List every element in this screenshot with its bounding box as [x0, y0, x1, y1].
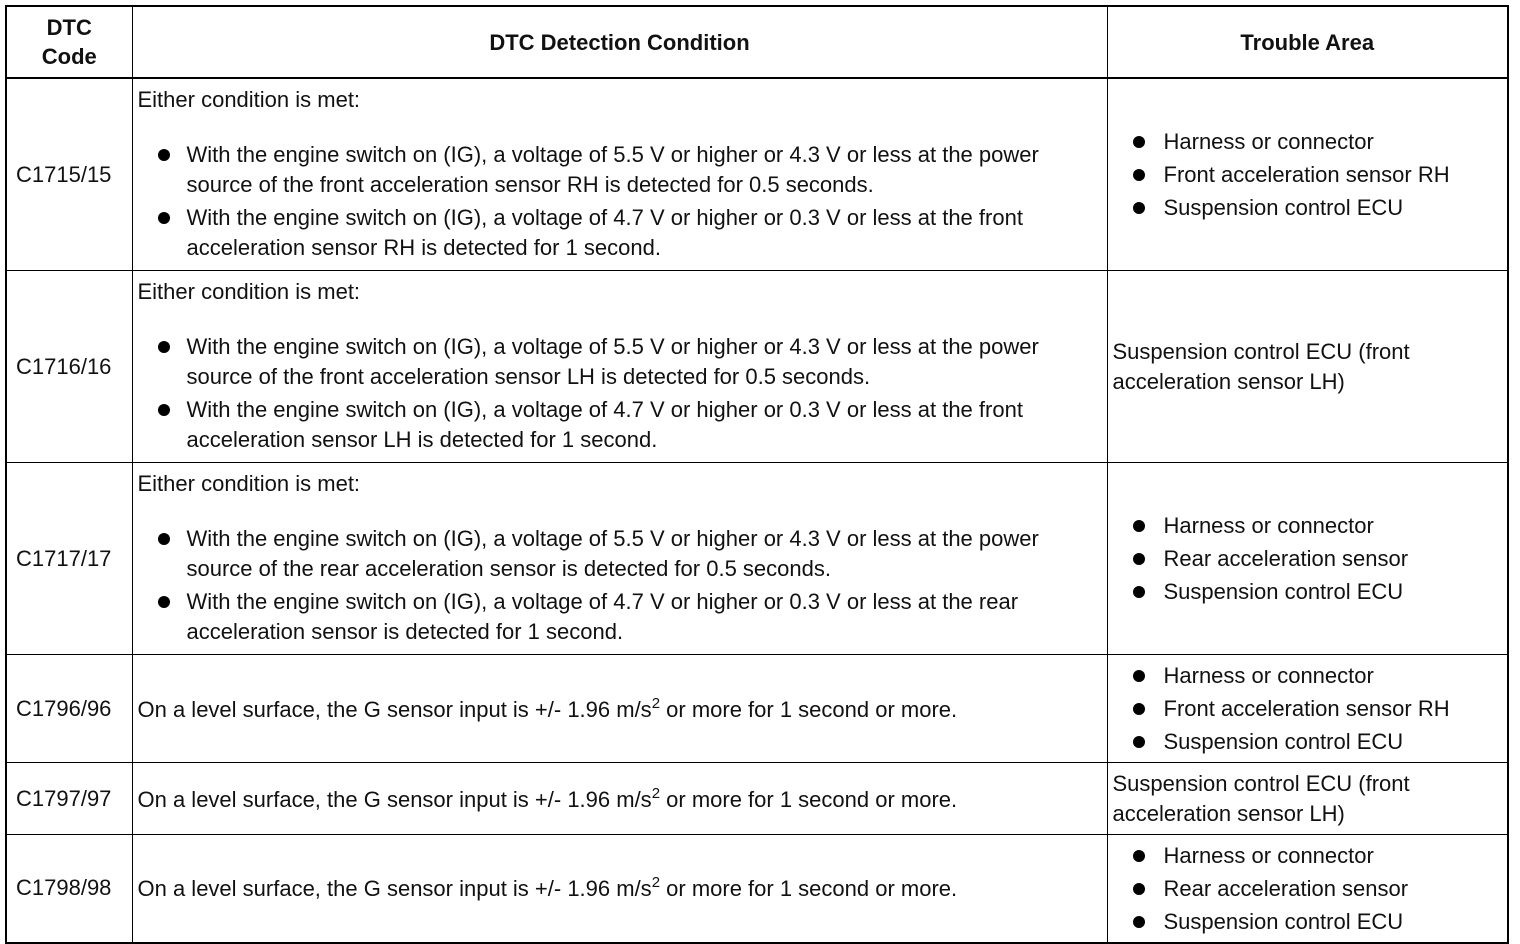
- bullet-icon: [1133, 703, 1145, 715]
- condition-list: [138, 332, 1097, 455]
- condition-text-tail: or more for 1 second or more.: [660, 876, 958, 902]
- trouble-area-text: Suspension control ECU: [1163, 908, 1404, 934]
- detection-condition-cell: [132, 763, 1107, 835]
- bullet-icon: [1133, 136, 1145, 148]
- trouble-area-item: [1113, 542, 1508, 575]
- trouble-area-text: Front acceleration sensor RH: [1163, 696, 1450, 721]
- bullet-icon: [1133, 850, 1145, 862]
- superscript: 2: [651, 874, 661, 892]
- condition-item: [138, 140, 1097, 200]
- detection-condition-cell: [132, 78, 1107, 271]
- table-row: [6, 763, 1508, 835]
- trouble-area-list: [1113, 659, 1508, 758]
- trouble-area-item: [1113, 692, 1508, 725]
- table-row: [6, 78, 1508, 271]
- trouble-area-text: Harness or connector: [1163, 129, 1374, 154]
- header-trouble-area: Trouble Area: [1107, 6, 1508, 78]
- header-detection-condition: DTC Detection Condition: [132, 6, 1107, 78]
- trouble-area-item: [1113, 659, 1508, 692]
- trouble-area-cell: [1107, 655, 1508, 763]
- trouble-area-item: [1113, 191, 1508, 224]
- dtc-code-cell: C1715/15: [6, 78, 132, 271]
- table-row: [6, 463, 1508, 655]
- condition-text: With the engine switch on (IG), a voltage of 5.5 V or higher or 4.3 V or less at the power source of the front acceleration sensor LH is detected for 0.5 seconds.: [186, 334, 1039, 389]
- trouble-area-item: [1113, 905, 1508, 938]
- condition-intro: Either condition is met:: [137, 471, 361, 496]
- condition-text: With the engine switch on (IG), a voltage of 4.7 V or higher or 0.3 V or less at the front acceleration sensor LH is detected for 1 second.: [186, 397, 1023, 452]
- trouble-area-cell: [1107, 463, 1508, 655]
- bullet-icon: [158, 404, 170, 416]
- superscript: 2: [651, 784, 661, 802]
- table-row: [6, 655, 1508, 763]
- detection-condition-cell: [132, 463, 1107, 655]
- trouble-area-text: Harness or connector: [1163, 663, 1374, 688]
- condition-text-tail: or more for 1 second or more.: [660, 786, 958, 812]
- trouble-area-cell: Suspension control ECU (front acceleration sensor LH): [1107, 271, 1508, 463]
- trouble-area-text: Rear acceleration sensor: [1163, 875, 1409, 901]
- bullet-icon: [1133, 670, 1145, 682]
- detection-condition-cell: [132, 835, 1107, 943]
- trouble-area-text: Harness or connector: [1163, 842, 1374, 868]
- bullet-icon: [158, 341, 170, 353]
- dtc-code-cell: C1716/16: [6, 271, 132, 463]
- table-row: [6, 835, 1508, 943]
- condition-item: [138, 587, 1097, 647]
- condition-text-tail: or more for 1 second or more.: [660, 696, 958, 722]
- condition-text: On a level surface, the G sensor input is +/- 1.96 m/s: [137, 786, 652, 812]
- trouble-area-item: [1113, 125, 1508, 158]
- bullet-icon: [158, 149, 170, 161]
- trouble-area-item: [1113, 509, 1508, 542]
- dtc-code-cell: C1798/98: [6, 835, 132, 943]
- bullet-icon: [1133, 916, 1145, 928]
- trouble-area-list: [1113, 125, 1508, 224]
- condition-text: On a level surface, the G sensor input is +/- 1.96 m/s: [137, 696, 652, 722]
- condition-text: With the engine switch on (IG), a voltage of 5.5 V or higher or 4.3 V or less at the power source of the front acceleration sensor RH is detected for 0.5 seconds.: [186, 142, 1039, 197]
- bullet-icon: [158, 212, 170, 224]
- table-row: [6, 271, 1508, 463]
- detection-condition-cell: [132, 655, 1107, 763]
- condition-text: On a level surface, the G sensor input is +/- 1.96 m/s: [137, 876, 652, 902]
- trouble-area-text: Rear acceleration sensor: [1163, 546, 1409, 571]
- trouble-area-item: [1113, 839, 1508, 872]
- bullet-icon: [1133, 553, 1145, 565]
- condition-text: With the engine switch on (IG), a voltage of 4.7 V or higher or 0.3 V or less at the rear acceleration sensor is detected for 1 second.: [186, 589, 1019, 644]
- superscript: 2: [651, 694, 661, 712]
- trouble-area-text: Front acceleration sensor RH: [1163, 162, 1450, 187]
- trouble-area-item: [1113, 872, 1508, 905]
- header-code-line2: Code: [41, 44, 97, 69]
- bullet-icon: [1133, 883, 1145, 895]
- header-dtc-code: [6, 6, 132, 78]
- condition-text: With the engine switch on (IG), a voltage of 5.5 V or higher or 4.3 V or less at the power source of the rear acceleration sensor is detected for 0.5 seconds.: [186, 526, 1039, 581]
- bullet-icon: [1133, 520, 1145, 532]
- condition-item: [138, 332, 1097, 392]
- bullet-icon: [158, 533, 170, 545]
- dtc-code-cell: C1717/17: [6, 463, 132, 655]
- bullet-icon: [1133, 169, 1145, 181]
- trouble-area-cell: [1107, 78, 1508, 271]
- bullet-icon: [1133, 202, 1145, 214]
- condition-item: [138, 524, 1097, 584]
- trouble-area-text: Suspension control ECU: [1163, 729, 1404, 754]
- table-header-row: [6, 6, 1508, 78]
- trouble-area-list: [1113, 839, 1508, 938]
- trouble-area-cell: [1107, 835, 1508, 943]
- trouble-area-cell: Suspension control ECU (front acceleration sensor LH): [1107, 763, 1508, 835]
- condition-item: [138, 395, 1097, 455]
- trouble-area-list: [1113, 509, 1508, 608]
- bullet-icon: [1133, 736, 1145, 748]
- dtc-code-cell: C1796/96: [6, 655, 132, 763]
- bullet-icon: [158, 596, 170, 608]
- header-code-line1: DTC: [46, 15, 92, 40]
- trouble-area-item: [1113, 575, 1508, 608]
- dtc-table: [5, 5, 1509, 944]
- condition-list: [138, 524, 1097, 647]
- detection-condition-cell: [132, 271, 1107, 463]
- condition-intro: Either condition is met:: [137, 87, 361, 112]
- dtc-code-cell: C1797/97: [6, 763, 132, 835]
- trouble-area-item: [1113, 158, 1508, 191]
- trouble-area-text: Suspension control ECU: [1163, 579, 1404, 604]
- trouble-area-item: [1113, 725, 1508, 758]
- condition-intro: Either condition is met:: [137, 279, 361, 304]
- condition-text: With the engine switch on (IG), a voltage of 4.7 V or higher or 0.3 V or less at the front acceleration sensor RH is detected for 1 second.: [186, 205, 1023, 260]
- condition-list: [138, 140, 1097, 263]
- trouble-area-text: Suspension control ECU: [1163, 195, 1404, 220]
- trouble-area-text: Harness or connector: [1163, 513, 1374, 538]
- condition-item: [138, 203, 1097, 263]
- bullet-icon: [1133, 586, 1145, 598]
